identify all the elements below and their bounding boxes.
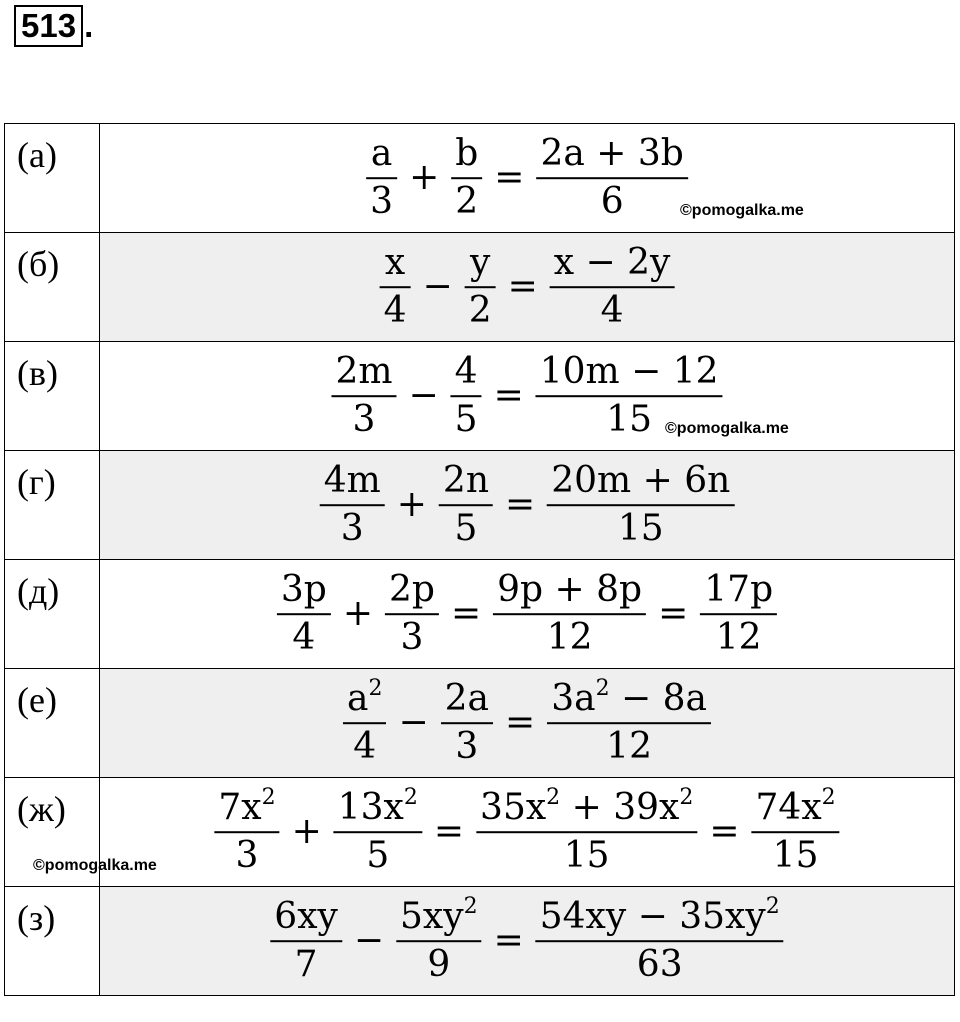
fraction bbox=[550, 244, 675, 330]
table-row bbox=[5, 669, 955, 778]
numerator: x − 2y bbox=[553, 242, 671, 284]
operator: + bbox=[342, 593, 374, 635]
denominator: 2 bbox=[455, 181, 479, 222]
denominator: 4 bbox=[383, 290, 407, 331]
term: 13x bbox=[337, 787, 404, 829]
equals-sign: = bbox=[494, 157, 525, 199]
equals-sign: = bbox=[433, 811, 465, 853]
denominator: 2 bbox=[468, 290, 492, 331]
equals-sign: = bbox=[709, 811, 740, 853]
denominator: 15 bbox=[563, 835, 610, 876]
denominator: 9 bbox=[427, 944, 451, 985]
fraction bbox=[380, 244, 411, 330]
denominator: 3 bbox=[340, 508, 364, 549]
table-row bbox=[5, 124, 955, 233]
equals-sign: = bbox=[658, 593, 689, 635]
denominator: 4 bbox=[600, 290, 624, 331]
fraction bbox=[366, 135, 397, 221]
row-label: (е) bbox=[5, 669, 100, 778]
denominator: 5 bbox=[454, 399, 478, 440]
equals-sign: = bbox=[507, 266, 538, 308]
fraction bbox=[536, 135, 687, 221]
fraction bbox=[343, 676, 386, 767]
fraction bbox=[441, 680, 493, 766]
operator: − bbox=[353, 920, 385, 962]
exponent: 2 bbox=[546, 785, 561, 811]
numerator bbox=[752, 785, 840, 831]
fraction bbox=[331, 353, 396, 439]
fraction bbox=[536, 894, 784, 985]
term: 5xy bbox=[400, 896, 464, 938]
exponent: 2 bbox=[403, 785, 418, 811]
numerator bbox=[476, 785, 697, 831]
watermark: ©pomogalka.me bbox=[665, 420, 789, 437]
denominator: 15 bbox=[617, 508, 664, 549]
fraction bbox=[465, 244, 496, 330]
fraction bbox=[385, 571, 439, 657]
numerator: 4 bbox=[454, 351, 478, 393]
numerator: 9p + 8p bbox=[497, 569, 643, 611]
equals-sign: = bbox=[493, 375, 524, 417]
denominator: 7 bbox=[294, 944, 318, 985]
row-label: (б) bbox=[5, 233, 100, 342]
denominator: 15 bbox=[772, 835, 819, 876]
fraction bbox=[214, 785, 279, 876]
equals-sign: = bbox=[505, 702, 536, 744]
table-row bbox=[5, 342, 955, 451]
denominator: 4 bbox=[292, 617, 316, 658]
denominator: 12 bbox=[606, 726, 652, 767]
denominator: 15 bbox=[606, 399, 653, 440]
numerator: 10m − 12 bbox=[539, 351, 719, 393]
row-label: (з) bbox=[5, 887, 100, 996]
equation bbox=[362, 135, 692, 221]
row-expression bbox=[100, 451, 955, 560]
operator: − bbox=[422, 266, 453, 308]
equation bbox=[339, 676, 715, 767]
fraction bbox=[439, 462, 493, 548]
row-expression bbox=[100, 124, 955, 233]
exponent: 2 bbox=[595, 676, 610, 702]
term: − 8a bbox=[609, 678, 707, 720]
numerator bbox=[547, 676, 711, 722]
fraction bbox=[493, 571, 646, 657]
denominator: 5 bbox=[454, 508, 478, 549]
equation bbox=[316, 462, 739, 548]
fraction bbox=[451, 135, 482, 221]
numerator: 6xy bbox=[274, 896, 338, 938]
task-number bbox=[14, 5, 93, 47]
watermark: ©pomogalka.me bbox=[33, 857, 157, 874]
numerator: 3p bbox=[280, 569, 327, 611]
denominator: 12 bbox=[546, 617, 593, 658]
equation bbox=[273, 571, 781, 657]
row-expression bbox=[100, 778, 955, 887]
equals-sign: = bbox=[450, 593, 482, 635]
equation bbox=[376, 244, 679, 330]
numerator: 2m bbox=[335, 351, 393, 393]
exponent: 2 bbox=[821, 785, 836, 811]
row-expression bbox=[100, 887, 955, 996]
term: 7x bbox=[218, 787, 262, 829]
row-label: (в) bbox=[5, 342, 100, 451]
exponent: 2 bbox=[679, 785, 694, 811]
term: 54xy − 35xy bbox=[539, 896, 766, 938]
fraction bbox=[270, 898, 342, 984]
denominator: 3 bbox=[235, 835, 259, 876]
numerator bbox=[334, 785, 422, 831]
numerator: x bbox=[384, 242, 406, 284]
exponent: 2 bbox=[368, 676, 383, 702]
table-row bbox=[5, 233, 955, 342]
operator: + bbox=[291, 811, 322, 853]
numerator: 20m + 6n bbox=[551, 460, 731, 502]
numerator: 2n bbox=[442, 460, 490, 502]
task-number-dot: . bbox=[84, 7, 94, 44]
numerator: 4m bbox=[323, 460, 381, 502]
numerator: 2p bbox=[389, 569, 435, 611]
numerator bbox=[343, 676, 386, 722]
numerator: y bbox=[469, 242, 491, 284]
numerator: b bbox=[455, 133, 479, 175]
denominator: 3 bbox=[455, 726, 479, 767]
row-label: (ж) bbox=[5, 778, 100, 887]
numerator: 2a + 3b bbox=[540, 133, 684, 175]
denominator: 6 bbox=[600, 181, 624, 222]
operator: − bbox=[398, 702, 429, 744]
numerator: 2a bbox=[444, 678, 490, 720]
base: a bbox=[347, 678, 369, 720]
equation bbox=[210, 785, 843, 876]
numerator bbox=[536, 894, 784, 940]
fraction bbox=[320, 462, 385, 548]
denominator: 63 bbox=[636, 944, 683, 985]
term: 3a bbox=[551, 678, 596, 720]
row-expression bbox=[100, 342, 955, 451]
operator: + bbox=[409, 157, 440, 199]
row-expression bbox=[100, 560, 955, 669]
fraction bbox=[396, 894, 482, 985]
numerator bbox=[396, 894, 482, 940]
equals-sign: = bbox=[493, 920, 524, 962]
equation bbox=[266, 894, 787, 985]
denominator: 3 bbox=[370, 181, 394, 222]
fraction bbox=[451, 353, 482, 439]
numerator: a bbox=[370, 133, 393, 175]
row-label: (г) bbox=[5, 451, 100, 560]
fraction bbox=[277, 571, 331, 657]
row-expression bbox=[100, 669, 955, 778]
denominator: 12 bbox=[715, 617, 762, 658]
denominator: 5 bbox=[366, 835, 390, 876]
task-number-box: 513 bbox=[14, 5, 83, 47]
numerator bbox=[214, 785, 279, 831]
row-expression bbox=[100, 233, 955, 342]
denominator: 4 bbox=[353, 726, 377, 767]
equals-sign: = bbox=[505, 484, 536, 526]
term: 35x bbox=[480, 787, 547, 829]
term: 74x bbox=[755, 787, 822, 829]
exponent: 2 bbox=[765, 894, 780, 920]
denominator: 3 bbox=[352, 399, 376, 440]
fraction bbox=[334, 785, 422, 876]
operator: − bbox=[408, 375, 439, 417]
fraction bbox=[700, 571, 777, 657]
fraction bbox=[752, 785, 840, 876]
exponent: 2 bbox=[261, 785, 276, 811]
exponent: 2 bbox=[463, 894, 478, 920]
table-row bbox=[5, 560, 955, 669]
denominator: 3 bbox=[400, 617, 424, 658]
term: + 39x bbox=[560, 787, 680, 829]
table-row bbox=[5, 451, 955, 560]
watermark: ©pomogalka.me bbox=[680, 202, 804, 219]
fraction bbox=[547, 676, 711, 767]
fraction bbox=[476, 785, 697, 876]
fraction bbox=[547, 462, 734, 548]
row-label: (а) bbox=[5, 124, 100, 233]
numerator: 17p bbox=[704, 569, 774, 611]
table-row bbox=[5, 887, 955, 996]
operator: + bbox=[396, 484, 427, 526]
row-label: (д) bbox=[5, 560, 100, 669]
